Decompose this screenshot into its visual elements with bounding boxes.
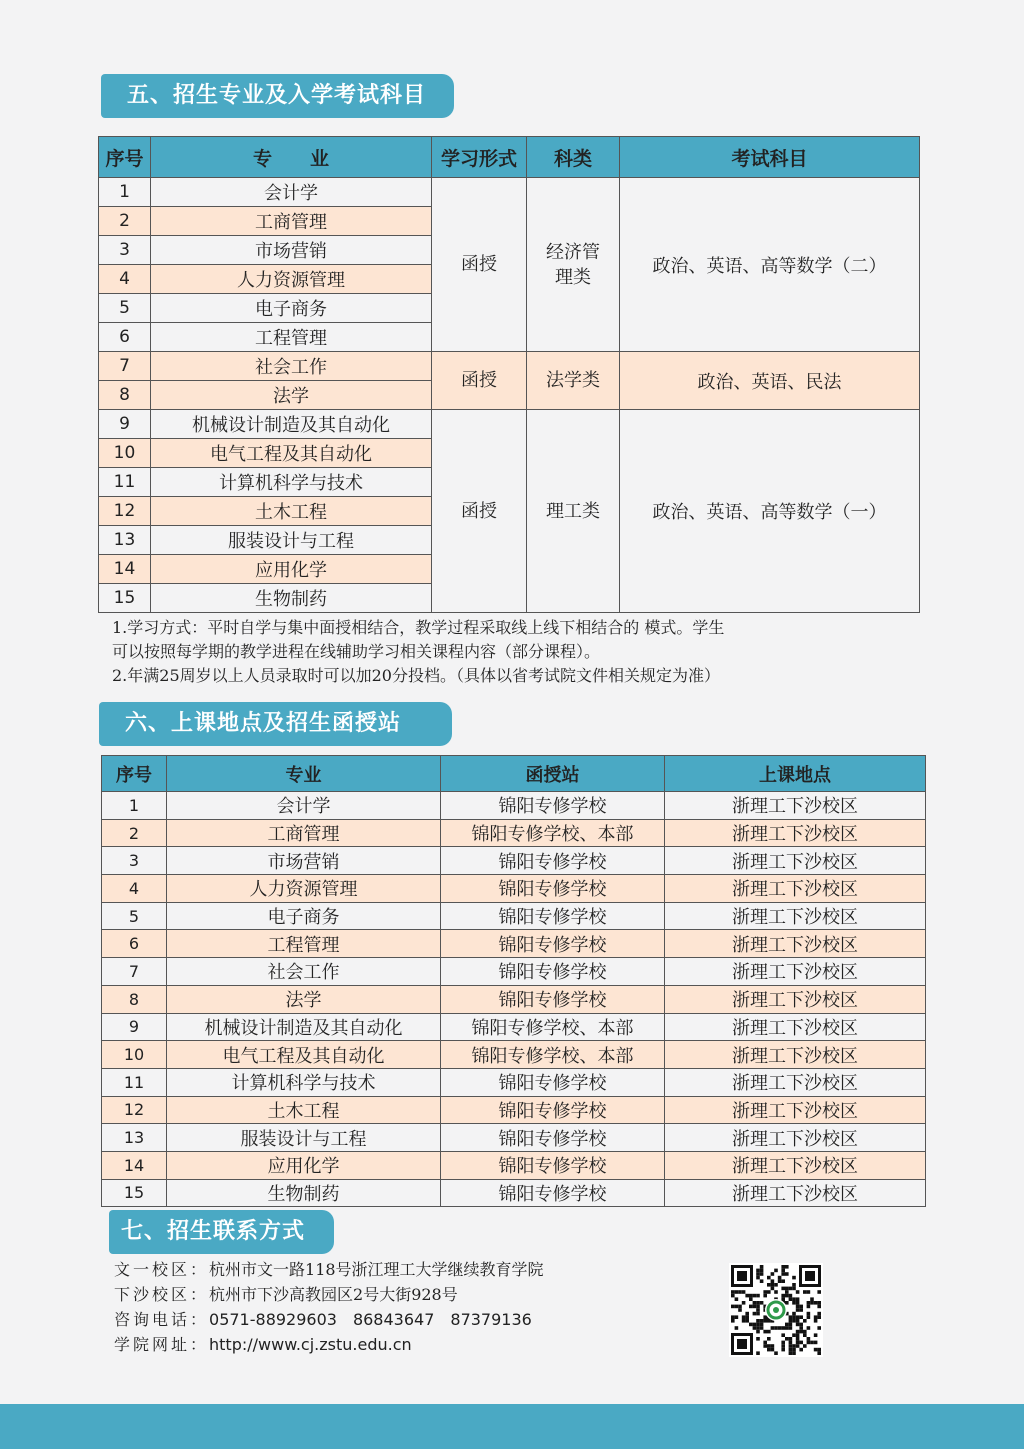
row-location: 浙理工下沙校区 [665,958,926,986]
row-location: 浙理工下沙校区 [665,1124,926,1152]
row-no: 15 [99,584,151,613]
row-no: 2 [102,819,167,847]
table-row [99,352,920,381]
table-row [102,847,926,875]
row-major: 社会工作 [167,958,441,986]
contact-website[interactable]: http://www.cj.zstu.edu.cn [209,1335,412,1354]
row-major: 人力资源管理 [167,875,441,903]
table-row [99,410,920,439]
row-no: 3 [102,847,167,875]
table-row [102,1151,926,1179]
group-subjects: 政治、英语、民法 [620,352,920,410]
row-major: 电子商务 [167,902,441,930]
header-exam-subjects: 考试科目 [620,137,920,178]
row-no: 9 [102,1013,167,1041]
table-row [102,1068,926,1096]
row-no: 8 [99,381,151,410]
note-line: 1.学习方式：平时自学与集中面授相结合，教学过程采取线上线下相结合的 模式。学生 [112,618,725,637]
row-location: 浙理工下沙校区 [665,985,926,1013]
table-row [102,958,926,986]
contact-value: 杭州市下沙高教园区2号大街928号 [209,1285,458,1304]
row-major: 会计学 [151,178,432,207]
row-major: 机械设计制造及其自动化 [151,410,432,439]
note-line: 2.年满25周岁以上人员录取时可以加20分投档。（具体以省考试院文件相关规定为准） [112,666,720,685]
row-major: 电气工程及其自动化 [151,439,432,468]
header-major: 专 业 [151,137,432,178]
row-no: 10 [99,439,151,468]
table-row [102,1179,926,1207]
row-no: 7 [99,352,151,381]
row-station: 锦阳专修学校 [441,847,665,875]
section6-title: 六、上课地点及招生函授站 [99,702,452,746]
row-no: 7 [102,958,167,986]
row-major: 生物制药 [167,1179,441,1207]
footer-bar [0,1404,1024,1449]
row-location: 浙理工下沙校区 [665,1179,926,1207]
row-major: 市场营销 [151,236,432,265]
table-row [102,930,926,958]
row-major: 社会工作 [151,352,432,381]
table-row [102,792,926,820]
row-major: 法学 [151,381,432,410]
table-header-row [99,137,920,178]
row-location: 浙理工下沙校区 [665,1096,926,1124]
row-no: 11 [99,468,151,497]
header-station: 函授站 [441,756,665,792]
row-no: 5 [99,294,151,323]
row-station: 锦阳专修学校、本部 [441,1013,665,1041]
row-major: 机械设计制造及其自动化 [167,1013,441,1041]
row-major: 服装设计与工程 [167,1124,441,1152]
row-major: 计算机科学与技术 [167,1068,441,1096]
row-station: 锦阳专修学校 [441,1068,665,1096]
row-major: 电气工程及其自动化 [167,1041,441,1069]
table-row [99,178,920,207]
row-location: 浙理工下沙校区 [665,1013,926,1041]
contact-line [114,1257,544,1282]
group-form: 函授 [432,178,527,352]
row-station: 锦阳专修学校 [441,1124,665,1152]
row-major: 土木工程 [167,1096,441,1124]
exam-subjects-table [98,136,920,613]
header-category: 科类 [527,137,620,178]
row-location: 浙理工下沙校区 [665,1151,926,1179]
row-no: 6 [99,323,151,352]
section5-title: 五、招生专业及入学考试科目 [101,74,454,118]
row-no: 1 [102,792,167,820]
row-no: 4 [99,265,151,294]
row-no: 14 [102,1151,167,1179]
row-location: 浙理工下沙校区 [665,819,926,847]
row-major: 土木工程 [151,497,432,526]
row-major: 生物制药 [151,584,432,613]
section7-title: 七、招生联系方式 [109,1210,334,1254]
row-location: 浙理工下沙校区 [665,902,926,930]
table-row [102,902,926,930]
contact-label: 下沙校区： [114,1285,210,1304]
group-category: 法学类 [527,352,620,410]
contact-line [114,1307,544,1332]
row-no: 5 [102,902,167,930]
row-major: 应用化学 [151,555,432,584]
row-station: 锦阳专修学校 [441,1151,665,1179]
header-no: 序号 [99,137,151,178]
qr-code-icon [729,1263,823,1357]
note-line: 可以按照每学期的教学进程在线辅助学习相关课程内容（部分课程）。 [112,642,601,661]
row-major: 人力资源管理 [151,265,432,294]
row-no: 14 [99,555,151,584]
row-station: 锦阳专修学校 [441,1179,665,1207]
row-location: 浙理工下沙校区 [665,792,926,820]
row-major: 法学 [167,985,441,1013]
row-no: 8 [102,985,167,1013]
row-no: 4 [102,875,167,903]
table-row [102,1096,926,1124]
group-form: 函授 [432,352,527,410]
row-station: 锦阳专修学校 [441,985,665,1013]
row-no: 6 [102,930,167,958]
contact-label: 咨询电话： [114,1310,210,1329]
row-no: 10 [102,1041,167,1069]
group-subjects: 政治、英语、高等数学（一） [620,410,920,613]
group-category-text: 经济管理类 [546,241,600,288]
row-major: 应用化学 [167,1151,441,1179]
section5-notes [112,616,912,688]
row-station: 锦阳专修学校 [441,902,665,930]
group-category [527,178,620,352]
header-study-form: 学习形式 [432,137,527,178]
row-major: 工程管理 [167,930,441,958]
row-no: 1 [99,178,151,207]
row-major: 服装设计与工程 [151,526,432,555]
table-row [102,819,926,847]
contact-label: 学院网址： [114,1335,210,1354]
row-no: 15 [102,1179,167,1207]
group-form: 函授 [432,410,527,613]
row-no: 9 [99,410,151,439]
table-row [102,1124,926,1152]
row-major: 工程管理 [151,323,432,352]
row-location: 浙理工下沙校区 [665,875,926,903]
row-no: 12 [102,1096,167,1124]
contact-value: 0571-88929603 86843647 87379136 [209,1310,532,1329]
class-location-table [101,755,926,1207]
header-no: 序号 [102,756,167,792]
table-row [102,875,926,903]
header-location: 上课地点 [665,756,926,792]
row-location: 浙理工下沙校区 [665,1068,926,1096]
header-major: 专业 [167,756,441,792]
contact-value: 杭州市文一路118号浙江理工大学继续教育学院 [209,1260,544,1279]
row-major: 会计学 [167,792,441,820]
row-station: 锦阳专修学校、本部 [441,1041,665,1069]
contact-line [114,1332,544,1357]
table-row [102,1013,926,1041]
row-station: 锦阳专修学校 [441,875,665,903]
row-major: 计算机科学与技术 [151,468,432,497]
row-no: 12 [99,497,151,526]
contact-label: 文一校区： [114,1260,210,1279]
row-location: 浙理工下沙校区 [665,930,926,958]
row-station: 锦阳专修学校 [441,1096,665,1124]
row-major: 工商管理 [151,207,432,236]
row-major: 市场营销 [167,847,441,875]
row-major: 电子商务 [151,294,432,323]
group-subjects: 政治、英语、高等数学（二） [620,178,920,352]
table-row [102,985,926,1013]
row-no: 13 [102,1124,167,1152]
row-station: 锦阳专修学校 [441,930,665,958]
row-station: 锦阳专修学校 [441,792,665,820]
group-category: 理工类 [527,410,620,613]
row-no: 2 [99,207,151,236]
contact-line [114,1282,544,1307]
row-location: 浙理工下沙校区 [665,847,926,875]
row-location: 浙理工下沙校区 [665,1041,926,1069]
table-row [102,1041,926,1069]
row-no: 3 [99,236,151,265]
row-no: 13 [99,526,151,555]
contact-info [114,1257,544,1357]
row-major: 工商管理 [167,819,441,847]
table-header-row [102,756,926,792]
row-no: 11 [102,1068,167,1096]
row-station: 锦阳专修学校、本部 [441,819,665,847]
row-station: 锦阳专修学校 [441,958,665,986]
